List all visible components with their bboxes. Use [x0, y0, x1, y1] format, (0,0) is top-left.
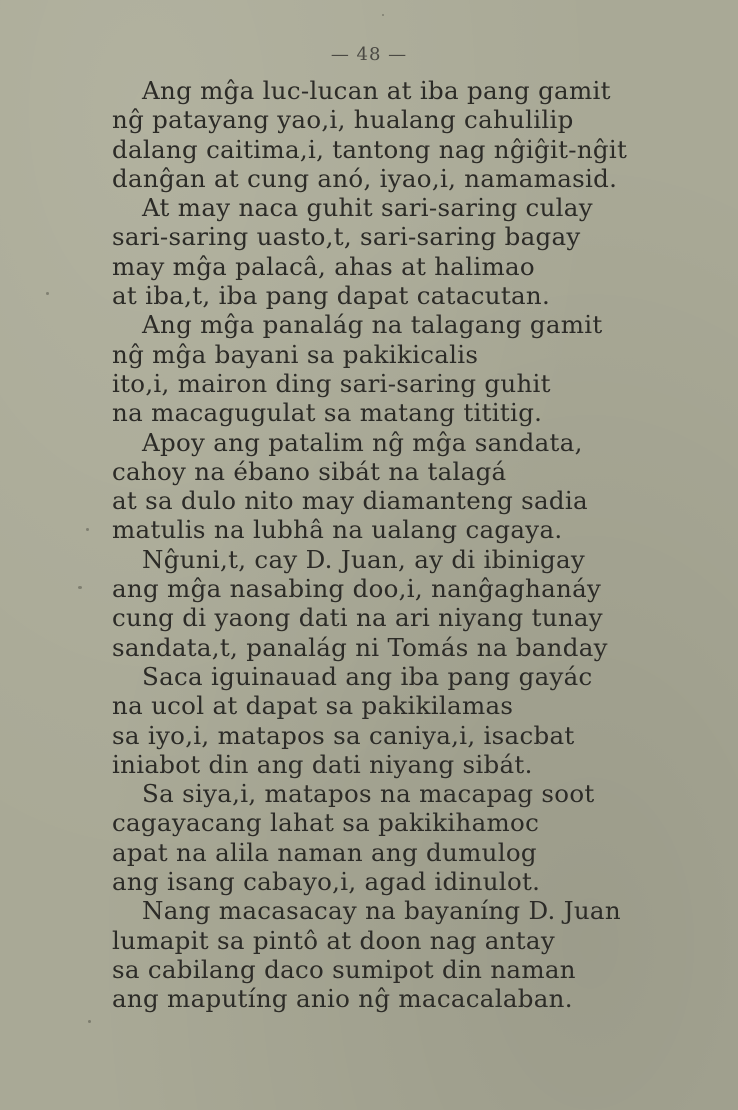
poem-line: cung di yaong dati na ari niyang tunay — [112, 603, 603, 633]
stanza-6 — [112, 662, 672, 779]
poem-line: at sa dulo nito may diamanteng sadia — [112, 486, 588, 516]
poem-line: Sa siya,i, matapos na macapag soot — [142, 779, 595, 809]
poem-line: sa cabilang daco sumipot din naman — [112, 954, 576, 984]
page-number: — 48 — — [330, 44, 408, 65]
poem-line: cahoy na ébano sibát na talagá — [112, 456, 507, 486]
poem-line: nĝ patayang yao,i, hualang cahulilip — [112, 105, 574, 135]
poem-line: ito,i, mairon ding sari-saring guhit — [112, 368, 551, 398]
stanza-8 — [112, 896, 672, 1013]
poem-line: Nang macasacay na bayaníng D. Juan — [142, 896, 621, 926]
poem-line: Saca iguinauad ang iba pang gayác — [142, 661, 593, 691]
poem-line: apat na alila naman ang dumulog — [112, 837, 537, 867]
poem-line: ang isang cabayo,i, agad idinulot. — [112, 867, 541, 897]
stanza-7 — [112, 779, 672, 896]
poem-line: ang maputíng anio nĝ macacalaban. — [112, 984, 573, 1014]
poem-line: at iba,t, iba pang dapat catacutan. — [112, 281, 551, 311]
stanza-2 — [112, 193, 672, 310]
paper-speck — [86, 528, 89, 531]
poem-line: cagayacang lahat sa pakikihamoc — [112, 808, 540, 838]
paper-speck — [382, 14, 384, 16]
poem-line: Apoy ang patalim nĝ mĝa sandata, — [142, 427, 583, 457]
poem-line: Ang mĝa luc-lucan at iba pang gamit — [142, 76, 611, 105]
poem-line: sandata,t, panalág ni Tomás na banday — [112, 632, 608, 662]
stanza-5 — [112, 545, 672, 662]
poem-line: Ang mĝa panalág na talagang gamit — [142, 310, 603, 340]
poem-line: sari-saring uasto,t, sari-saring bagay — [112, 222, 581, 252]
poem-line: Nĝuni,t, cay D. Juan, ay di ibinigay — [142, 544, 586, 574]
poem-line: At may naca guhit sari-saring culay — [142, 193, 593, 223]
stanza-4 — [112, 428, 672, 545]
poem-line: iniabot din ang dati niyang sibát. — [112, 749, 533, 779]
paper-speck — [78, 586, 82, 589]
poem-line: sa iyo,i, matapos sa caniya,i, isacbat — [112, 720, 575, 750]
poem-line: lumapit sa pintô at doon nag antay — [112, 925, 555, 955]
paper-speck — [88, 1020, 91, 1023]
poem-line: ang mĝa nasabing doo,i, nanĝaghanáy — [112, 574, 602, 604]
poem-line: matulis na lubhâ na ualang cagaya. — [112, 515, 563, 545]
stanza-3 — [112, 310, 672, 427]
poem-line: may mĝa palacâ, ahas at halimao — [112, 251, 535, 281]
paper-speck — [46, 292, 49, 295]
poem-body — [112, 76, 672, 1014]
stanza-1 — [112, 76, 672, 193]
poem-line: na macagugulat sa matang tititig. — [112, 398, 543, 428]
poem-line: na ucol at dapat sa pakikilamas — [112, 691, 514, 721]
poem-line: nĝ mĝa bayani sa pakikicalis — [112, 339, 479, 369]
poem-line: dalang caitima,i, tantong nag nĝiĝit-nĝit — [112, 134, 628, 164]
poem-line: danĝan at cung anó, iyao,i, namamasid. — [112, 163, 618, 193]
